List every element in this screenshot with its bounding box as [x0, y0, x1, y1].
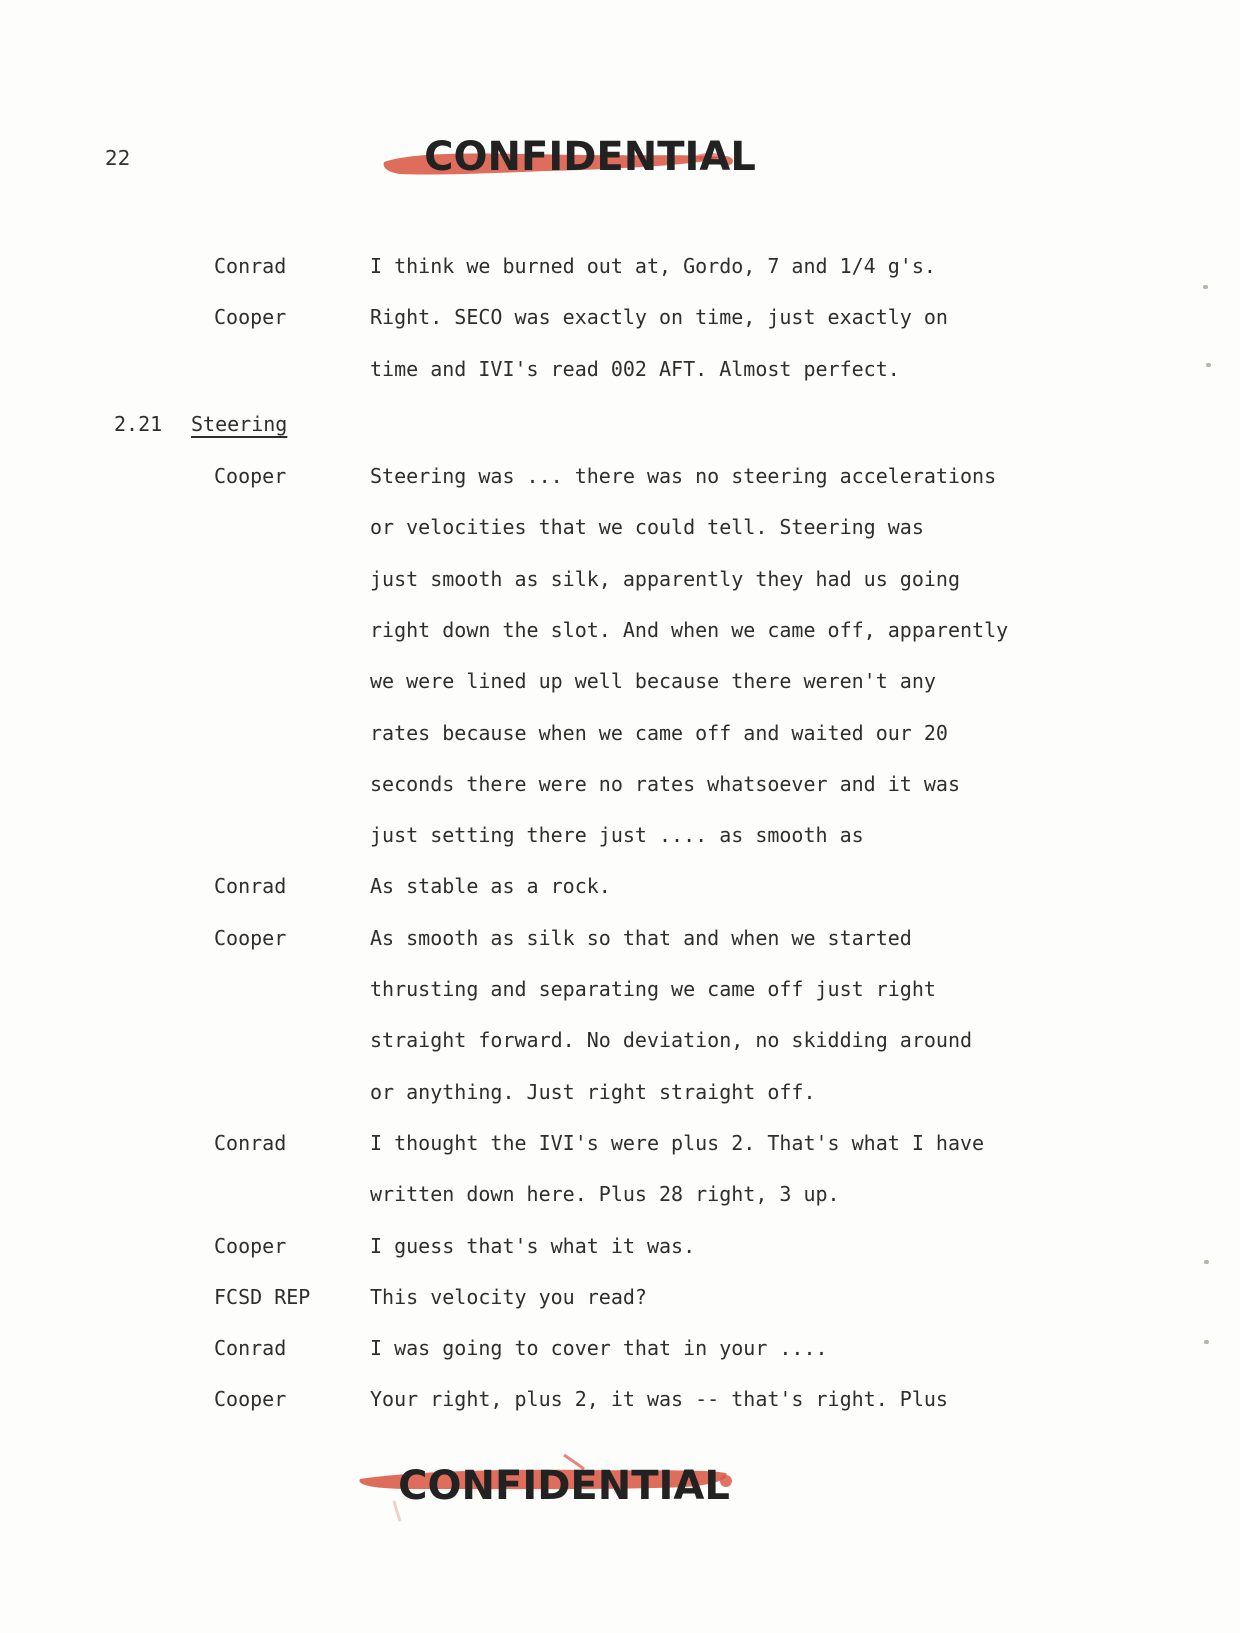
transcript-line: As stable as a rock. [370, 874, 611, 899]
transcript-line: I guess that's what it was. [370, 1233, 696, 1258]
speaker-name: Cooper [214, 464, 287, 488]
margin-speck [1206, 363, 1211, 367]
speaker-name: Cooper [214, 925, 287, 950]
transcript-line: time and IVI's read 002 AFT. Almost perfect. [370, 356, 900, 381]
speaker-name: Conrad [214, 254, 287, 278]
confidential-stamp-top [380, 124, 800, 194]
transcript-line: just setting there just .... as smooth as [370, 823, 864, 848]
confidential-label: CONFIDENTIAL [398, 1463, 730, 1509]
transcript-line: Your right, plus 2, it was -- that's right. Plus [370, 1387, 948, 1412]
margin-speck [1204, 1260, 1209, 1264]
speaker-name: Conrad [214, 1336, 287, 1361]
transcript-line: or anything. Just right straight off. [370, 1079, 816, 1104]
margin-speck [1204, 1340, 1209, 1344]
transcript-line: just smooth as silk, apparently they had us going [370, 566, 961, 591]
page-number: 22 [105, 146, 131, 170]
confidential-label: CONFIDENTIAL [424, 134, 756, 180]
transcript-line: straight forward. No deviation, no skidding around [370, 1028, 973, 1053]
transcript-line: or velocities that we could tell. Steering was [370, 515, 924, 540]
section-title: Steering [191, 412, 288, 436]
transcript-line: seconds there were no rates whatsoever and it was [370, 771, 961, 796]
transcript-line: I think we burned out at, Gordo, 7 and 1/4 g's. [370, 254, 936, 278]
transcript-line: we were lined up well because there weren't any [370, 669, 936, 694]
speaker-name: Conrad [214, 874, 287, 899]
transcript-line: This velocity you read? [370, 1284, 647, 1309]
transcript-line: Right. SECO was exactly on time, just exactly on [370, 305, 948, 330]
transcript-line: right down the slot. And when we came off, apparently [370, 617, 1009, 642]
speaker-name: Cooper [214, 305, 287, 330]
transcript-line: Steering was ... there was no steering accelerations [370, 464, 997, 488]
speaker-name: FCSD REP [214, 1284, 311, 1309]
speaker-name: Cooper [214, 1387, 287, 1412]
transcript-line: I thought the IVI's were plus 2. That's what I have [370, 1130, 985, 1155]
confidential-stamp-bottom [354, 1453, 774, 1523]
margin-speck [1203, 285, 1208, 289]
speaker-name: Conrad [214, 1130, 287, 1155]
transcript-line: thrusting and separating we came off just right [370, 977, 936, 1001]
speaker-name: Cooper [214, 1233, 287, 1258]
section-number: 2.21 [114, 412, 163, 436]
transcript-line: rates because when we came off and waited our 20 [370, 720, 948, 745]
transcript-line: I was going to cover that in your .... [370, 1336, 828, 1361]
transcript-line: As smooth as silk so that and when we started [370, 925, 912, 950]
transcript-line: written down here. Plus 28 right, 3 up. [370, 1182, 840, 1207]
